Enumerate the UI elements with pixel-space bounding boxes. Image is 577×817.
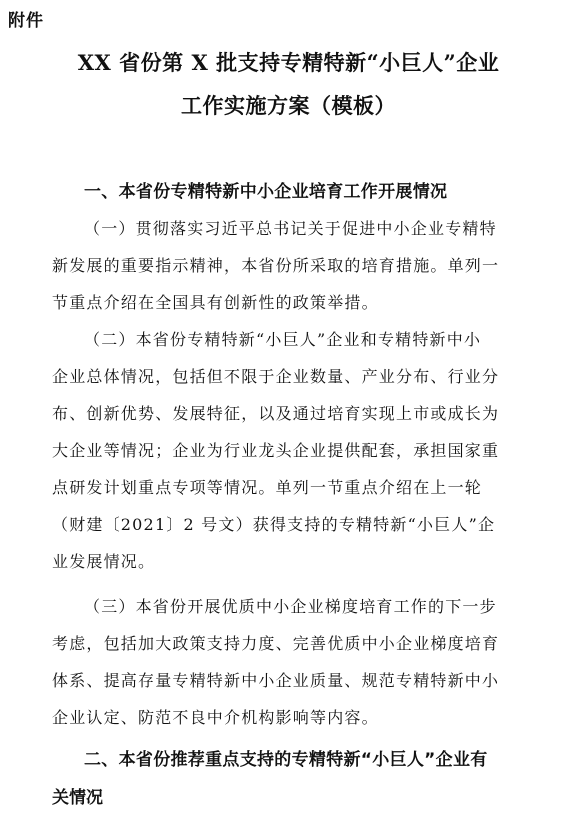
- paragraph-line: 布、创新优势、发展特征，以及通过培育实现上市或成长为: [52, 404, 500, 423]
- paragraph-line: 企业总体情况，包括但不限于企业数量、产业分布、行业分: [52, 367, 500, 386]
- paragraph-line: 大企业等情况；企业为行业龙头企业提供配套，承担国家重: [52, 441, 500, 460]
- paragraph-line: 业发展情况。: [52, 552, 156, 571]
- paragraph-line: （财建〔2021〕2 号文）获得支持的专精特新“小巨人”企: [52, 515, 496, 534]
- paragraph-line: （一）贯彻落实习近平总书记关于促进中小企业专精特: [84, 219, 497, 238]
- section-2-heading-continued: 关情况: [52, 788, 103, 808]
- section-2-heading: 二、本省份推荐重点支持的专精特新“小巨人”企业有: [84, 750, 488, 770]
- paragraph-line: 节重点介绍在全国具有创新性的政策举措。: [52, 293, 379, 312]
- document-title-line-1: XX 省份第 X 批支持专精特新“小巨人”企业: [77, 50, 500, 75]
- document-title-line-2: 工作实施方案（模板）: [181, 93, 396, 118]
- paragraph-line: 考虑，包括加大政策支持力度、完善优质中小企业梯度培育: [52, 634, 500, 653]
- paragraph-line: 点研发计划重点专项等情况。单列一节重点介绍在上一轮: [52, 478, 483, 497]
- paragraph-line: （二）本省份专精特新“小巨人”企业和专精特新中小: [84, 330, 482, 349]
- paragraph-line: 新发展的重要指示精神，本省份所采取的培育措施。单列一: [52, 256, 500, 275]
- paragraph-line: （三）本省份开展优质中小企业梯度培育工作的下一步: [84, 597, 497, 616]
- section-1-heading: 一、本省份专精特新中小企业培育工作开展情况: [84, 182, 448, 202]
- paragraph-line: 企业认定、防范不良中介机构影响等内容。: [52, 708, 379, 727]
- attachment-label: 附件: [8, 11, 44, 31]
- paragraph-line: 体系、提高存量专精特新中小企业质量、规范专精特新中小: [52, 671, 500, 690]
